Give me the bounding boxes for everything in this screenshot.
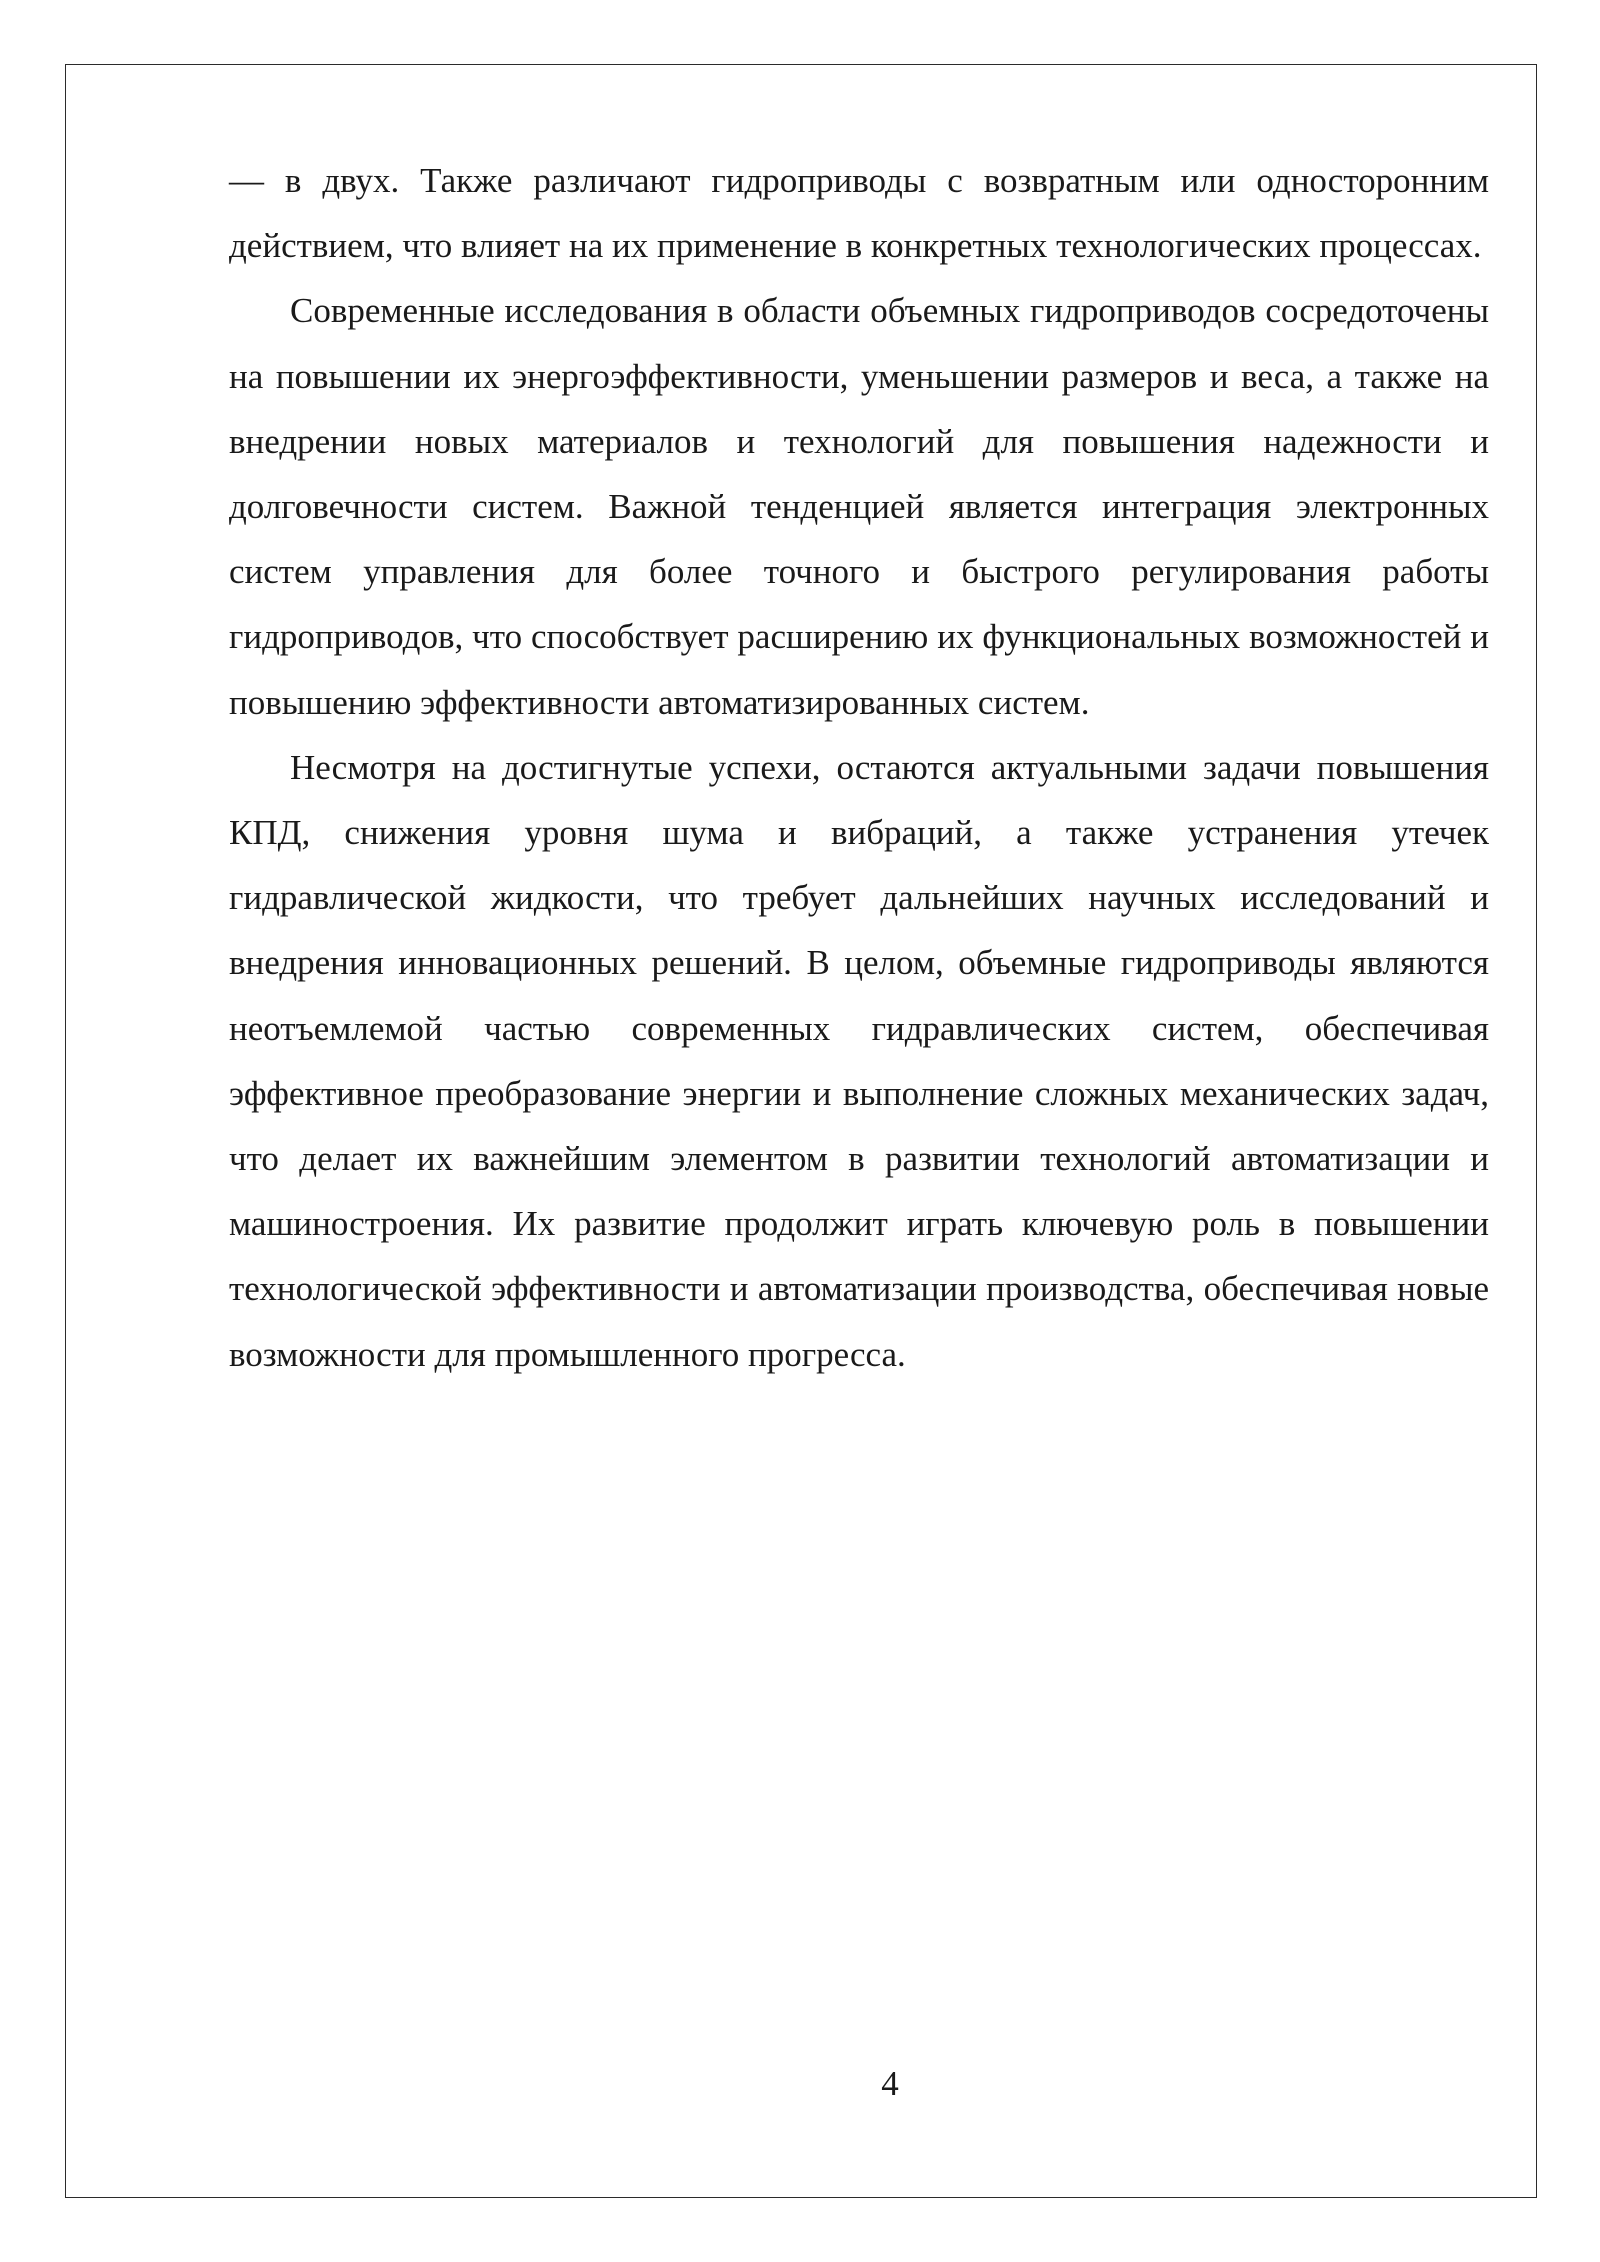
paragraph-remaining-tasks: Несмотря на достигнутые успехи, остаются актуальными задачи повышения КПД, снижения уровня шума и вибраций, а также устранения утечек гидравлической жидкости, что требует дальнейших научных исследований и внедрения инновационных решений. В целом, объемные гидроприводы являются неотъемлемой частью современных гидравлических систем, обеспечивая эффективное преобразование энергии и выполнение сложных механических задач, что делает их важнейшим элементом в развитии технологий автоматизации и машиностроения. Их развитие продолжит играть ключевую роль в повышении технологической эффективности и автоматизации производства, обеспечивая новые возможности для промышленного прогресса.	[229, 747, 1489, 1374]
document-body	[229, 148, 1489, 1387]
paragraph-modern-research: Современные исследования в области объемных гидроприводов сосредоточены на повышении их энергоэффективности, уменьшении размеров и веса, а также на внедрении новых материалов и технологий для повышения надежности и долговечности систем. Важной тенденцией является интеграция электронных систем управления для более точного и быстрого регулирования работы гидроприводов, что способствует расширению их функциональных возможностей и повышению эффективности автоматизированных систем.	[229, 291, 1489, 722]
paragraph-continuation: — в двух. Также различают гидроприводы с возвратным или односторонним действием, что влияет на их применение в конкретных технологических процессах.	[229, 161, 1489, 266]
page-number: 4	[881, 2064, 899, 2103]
